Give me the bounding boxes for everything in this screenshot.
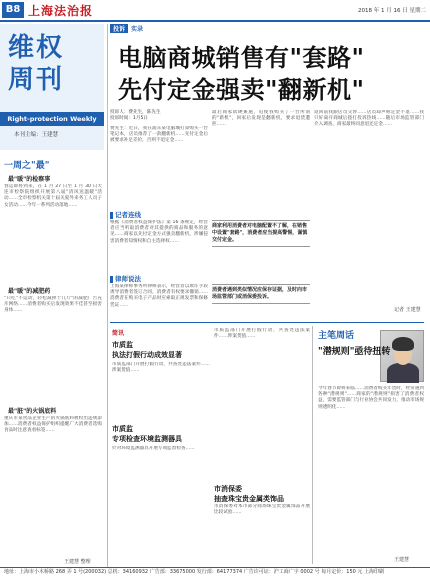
section-divider xyxy=(110,322,424,323)
sidebar-subhead-2: 最"暖"的减肥药 xyxy=(8,288,51,295)
briefs-heading: 简讯 xyxy=(112,330,125,337)
article-header xyxy=(110,24,428,106)
column-tag-suffix: 实录 xyxy=(131,26,144,33)
section-title-line-1: 维权 xyxy=(8,33,65,63)
remark-section-heading xyxy=(110,210,141,219)
article-reporter: 记者 王建慧 xyxy=(394,307,421,313)
section-brand-box xyxy=(0,24,104,150)
law-text: 上海某律师事务所律师表示，经营者以欺诈手段诱导消费者签订合同，消费者有权要求撤销……消费者在购买电子产品时应索取正规发票和保修凭证…… xyxy=(110,284,208,308)
section-bar-icon xyxy=(110,212,113,219)
newspaper-name: 上海法治报 xyxy=(28,4,94,18)
photo-hair-shape xyxy=(392,337,414,351)
masthead xyxy=(0,0,430,22)
law-section-heading xyxy=(110,274,141,283)
feature-byline: 王建慧 xyxy=(394,557,410,563)
pull-quote-1: 商家利用消费者对电脑配置不了解，在销售中设置"套路"，消费者应当提高警惕，谨慎交付定金。 xyxy=(212,220,310,247)
brief-1-title: 市质监 执法打假行动成效显著 xyxy=(112,340,182,359)
sidebar-sign: 王建慧 整理 xyxy=(64,559,91,565)
sidebar-subhead-1: 最"暖"的检察事 xyxy=(8,176,51,183)
feature-title: "潜规则"亟待扭转 xyxy=(318,347,391,357)
dateline: 2018 年 1 月 16 日 星期二 xyxy=(358,8,426,14)
page-number-badge: B8 xyxy=(2,2,24,18)
section-bar-icon xyxy=(110,276,113,283)
section-title-line-2: 周刊 xyxy=(8,65,65,95)
column-tag xyxy=(110,24,143,33)
weekly-column-label: 主笔周话 xyxy=(318,331,355,341)
brief-1-text: 市质监部门开展打假行动，共查处违法案件……涉案货值…… xyxy=(112,362,210,374)
section-subtitle: Right-protection Weekly xyxy=(0,112,104,126)
brief-2-title: 市质监 专项检查环境监测器具 xyxy=(112,424,182,443)
section-title xyxy=(8,32,98,96)
article-body-col-2: 最后商家软硬兼施，迫使我购买了一台所谓的"新机"，回家后发现是翻新机，要求退货遭拒…… xyxy=(212,110,310,128)
sidebar-text-2: "只吃"不运动，轻松减掉十几斤"的减肥广告充斥网络……消费者购买后发现效果不佳甚至损害身体…… xyxy=(4,296,102,314)
article-body-col-3: 返回前我跟店员交涉……店员却声称定金不退……我只好离开商城后拨打投诉热线……随后市场监管部门介入调查，商家最终同意退还定金…… xyxy=(314,110,424,128)
headline-line-1: 电脑商城销售有"套路" xyxy=(118,43,365,72)
sidebar xyxy=(0,24,106,567)
feature-divider xyxy=(312,326,313,564)
sidebar-subhead-3: 最"脏"的火锅底料 xyxy=(8,408,57,415)
law-section-label: 律师说法 xyxy=(115,275,141,283)
remark-text: 根据《消费者权益保护法》第 16 条规定，经营者应当听取消费者对其提供的商品和服务的意见……商家以先付定金方式强卖翻新机，涉嫌侵害消费者知情权和自主选择权…… xyxy=(110,220,208,244)
headline-line-2: 先付定金强卖"翻新机" xyxy=(118,75,365,104)
week-column-heading: 一周之"最" xyxy=(4,161,50,171)
chief-editor: 本刊主编：王建慧 xyxy=(14,132,59,138)
brief-3-text: 市消保委对本市部分商场珠宝贵金属饰品开展比较试验…… xyxy=(214,504,310,516)
sidebar-text-1: 春运即将到来，在 1 月 27 日至 1 月 30 日大连市检察院组织开展第八届"清风送温暖"活动……全市检察机关第十届关爱外来务工人员子女活动……今年一系列活动落地…… xyxy=(4,184,102,208)
article-body-col-1: 费先生：近日，我在浦东某电脑城打算购买一台笔记本，店员推荐了一款翻新机……先付定金后被要求补足差价，否则不退定金…… xyxy=(110,126,208,144)
brief-3-title: 市消保委 抽查珠宝贵金属类饰品 xyxy=(214,484,284,503)
brief-2-text: 针对环境监测器具开展专项监督检查…… xyxy=(112,446,195,451)
brief-continued-text: 市质监部门开展打假行动，共查处违法案件……涉案货值…… xyxy=(214,328,310,340)
complaint-byline: 投诉人：费先生，陈先生 投诉时间：1月5日 xyxy=(110,110,161,122)
photo-body-shape xyxy=(387,363,419,383)
column-tag-label: 投诉 xyxy=(110,24,128,33)
sidebar-text-3: 重庆市某食品企业生产的火锅底料被检出违规添加……消费者权益保护组织提醒广大消费者选购食品时注意查看标签…… xyxy=(4,416,102,434)
page-footer: 地址：上海市小木桥路 268 弄 1 号(200032) 总机：34160932 广告部：33675000 发行部：64177374 广告许可证：沪工商广字 0002 号 每月定价：150 元 上海印刷 xyxy=(0,567,430,577)
remark-section-label: 记者连线 xyxy=(115,211,141,219)
sidebar-divider xyxy=(107,24,108,567)
pull-quote-2: 消费者遇到类似情况应保存证据，及时向市场监管部门或消保委投诉。 xyxy=(212,284,310,304)
feature-text: 今年春节即将来临……消费者购买年货时，经常遇到各种"潜规则"……商家的"潜规则"损害了消费者权益，需要监管部门与行业协会共同发力，推动市场规则透明化…… xyxy=(318,386,424,410)
